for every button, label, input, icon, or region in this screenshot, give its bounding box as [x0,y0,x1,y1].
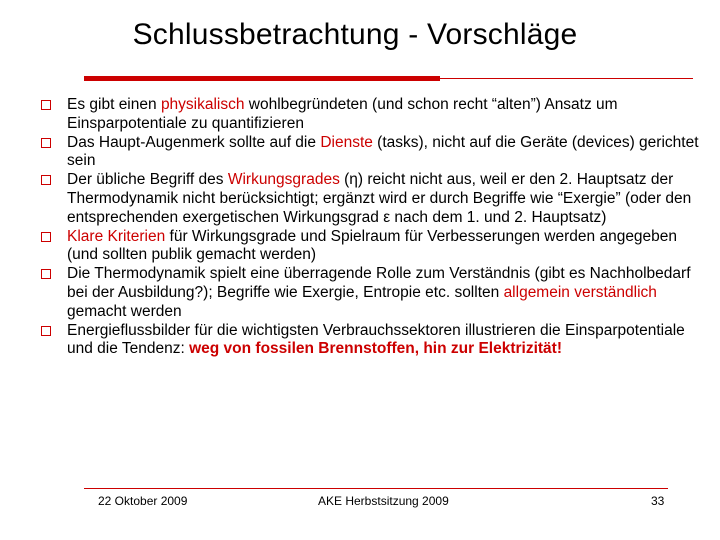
square-bullet-icon [41,100,51,110]
square-bullet-icon [41,269,51,279]
highlighted-text: physikalisch [160,96,245,113]
bullet-list [34,96,704,359]
square-bullet-icon [41,232,51,242]
bullet-item [34,171,704,227]
text-run: (η) reicht nicht aus, weil er den 2. Hauptsatz der Thermodynamik nicht berücksichtigt; ergänzt wird er durch Begriffe wie “Exergie” (oder den entsprechenden exergetischen Wirkungsgrad ε nach dem 1. und 2. Hauptsatz) [67,171,692,226]
footer-event: AKE Herbstsitzung 2009 [318,494,449,508]
slide-title: Schlussbetrachtung - Vorschläge [132,18,578,51]
bullet-text [67,322,685,358]
footer-date: 22 Oktober 2009 [98,494,188,508]
bullet-item [34,134,704,172]
text-run: Die Thermodynamik spielt eine überragende Rolle zum Verständnis (gibt es Nachholbedarf bei der Ausbildung?); Begriffe wie Exergie, Entropie etc. sollten [67,265,691,301]
bullet-item [34,265,704,321]
text-run: Der übliche Begriff des [67,171,228,189]
footer-page-number: 33 [651,494,665,508]
title-underline-thin [440,78,693,79]
square-bullet-icon [41,326,51,336]
bullet-text [67,171,691,226]
text-run: Energieflussbilder für die wichtigsten Verbrauchssektoren illustrieren die Einsparpotentiale und die Tendenz: [67,321,685,358]
highlighted-text: allgemein verständlich [503,283,657,301]
highlighted-text: Wirkungsgrades [227,171,340,189]
highlighted-text: Klare Kriterien [67,227,166,245]
title-underline-thick [84,76,440,81]
bullet-item [34,322,704,360]
bullet-item [34,228,704,266]
bullet-text [67,265,691,320]
square-bullet-icon [41,138,51,148]
text-run: für Wirkungsgrade und Spielraum für Verbesserungen werden angegeben (und sollten publik gemacht werden) [67,227,678,264]
text-run: (tasks), nicht auf die Geräte (devices) gerichtet sein [67,133,699,170]
bullet-text [67,228,677,264]
bullet-text [67,96,618,132]
text-run: Es gibt einen [67,96,161,113]
highlighted-text: Dienste [320,133,373,151]
text-run: wohlbegründeten (und schon recht “alten”) Ansatz um Einsparpotentiale zu quantifizieren [67,96,618,132]
footer-divider [84,488,668,489]
bullet-text [67,134,699,170]
text-run: Das Haupt-Augenmerk sollte auf die [67,133,321,151]
highlighted-text: weg von fossilen Brennstoffen, hin zur Elektrizität! [189,340,562,358]
text-run: gemacht werden [67,302,182,320]
bullet-item [34,96,704,134]
square-bullet-icon [41,175,51,185]
